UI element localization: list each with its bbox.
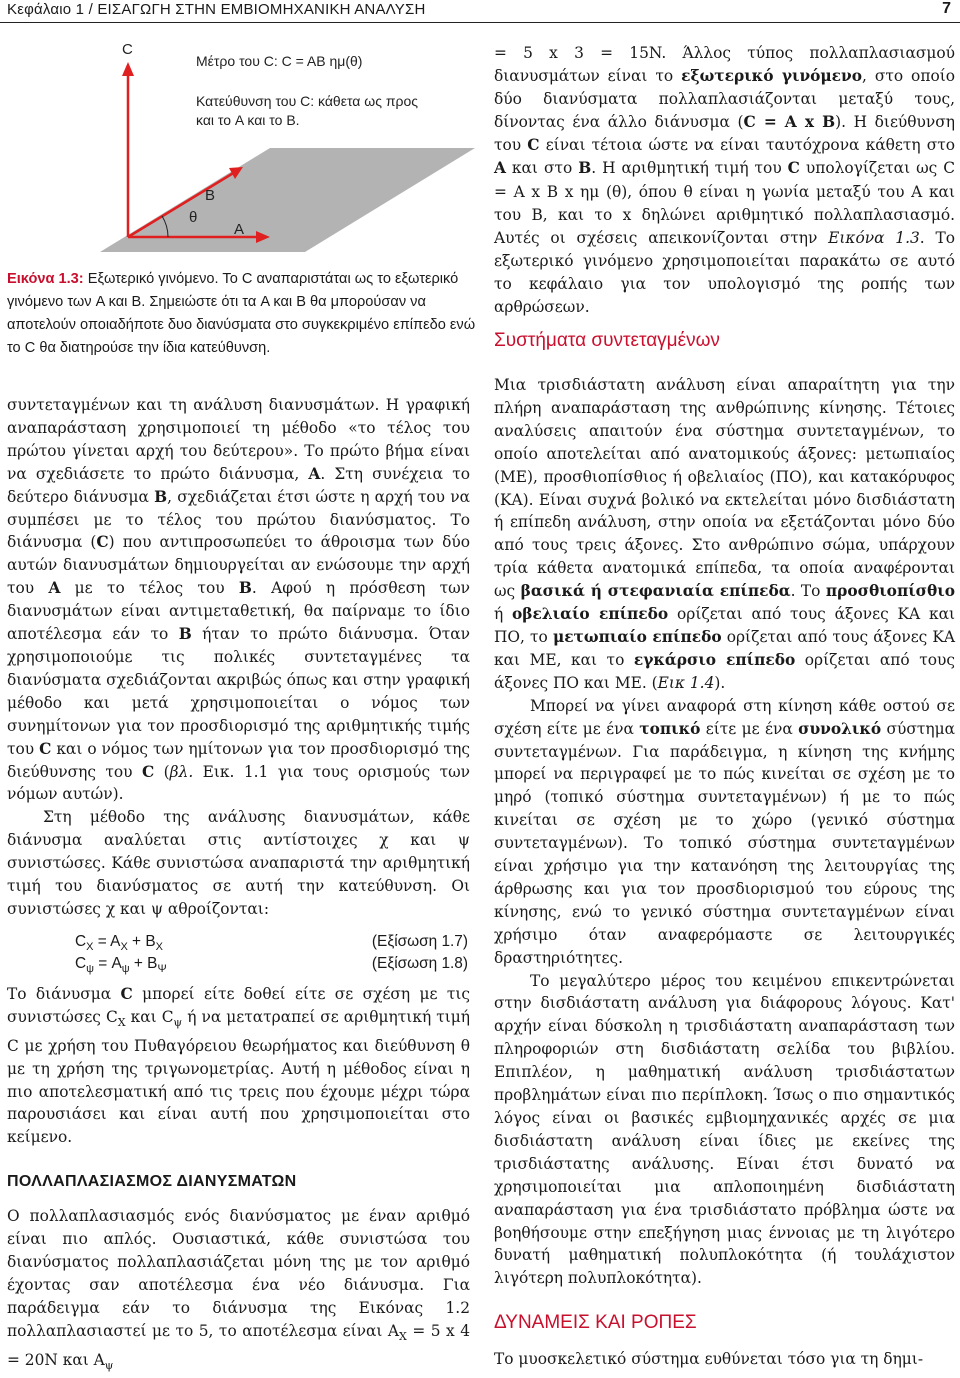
paragraph: Το διάνυσμα C μπορεί είτε δοθεί είτε σε σχέση με τις συνιστώσες $C_X$ και $C_\psi$ ή να μετατραπεί σε αριθμητική τιμή C με χρήση του Πυθαγόρειου θεωρήματος και διεύθυνση θ με τη χρήση της τριγωνομετρίας. Αυτή η μέθοδος είναι η πιο αποτελεσματική από τις τρεις που έχουμε μέχρι τώρα παρουσιάσει και είναι αυτή που χρησιμοποιείται στο κείμενο. bbox=[7, 984, 471, 1147]
vector-c-head bbox=[122, 62, 134, 76]
cross-product-figure bbox=[0, 32, 480, 282]
left-column bbox=[7, 394, 470, 1378]
figure-caption bbox=[7, 268, 477, 360]
page-header bbox=[0, 0, 960, 23]
equation-1-8: $C_\psi = A_\psi + B_\Psi$ (Εξίσωση 1.8) bbox=[75, 954, 468, 975]
label-theta: θ bbox=[189, 209, 198, 226]
note-magnitude: Μέτρο του C: C = AB ημ(θ) bbox=[196, 53, 363, 69]
label-c: C bbox=[122, 41, 133, 58]
right-column-top bbox=[494, 42, 955, 319]
right-column bbox=[494, 374, 955, 1371]
caption-text: Εξωτερικό γινόμενο. Το C αναπαριστάται ως το εξωτερικό γινόμενο των A και B. Σημειώστε ότι τα A και B θα μπορούσαν να αποτελούν οποιαδήποτε δυο διανύσματα στο συγκεκριμένο επίπεδο ενώ το C θα διατηρούσε την ίδια κατεύθυνση. bbox=[7, 271, 476, 356]
note-direction-1: Κατεύθυνση του C: κάθετα ως προς bbox=[196, 93, 418, 109]
equation-1-7: $C_X = A_X + B_X$ (Εξίσωση 1.7) bbox=[75, 932, 468, 953]
section-heading-forces-and-moments: ΔΥΝΑΜΕΙΣ ΚΑΙ ΡΟΠΕΣ bbox=[494, 1312, 697, 1334]
paragraph: Στη μέθοδο της ανάλυσης διανυσμάτων, κάθε διάνυσμα αναλύεται στις αντίστοιχες χ και ψ συνιστώσες. Κάθε συνιστώσα αναπαριστά την αριθμητική τιμή του διανύσματος σε αυτή την κατεύθυνση. Οι συνιστώσες χ και ψ αθροίζονται: bbox=[7, 808, 470, 918]
paragraph: = 5 x 3 = 15N. Άλλος τύπος πολλαπλασιασμού διανυσμάτων είναι το εξωτερικό γινόμενο, στο οποίο δύο διανύσματα πολλαπλασιάζονται μεταξύ τους, δίνοντας ένα άλλο διάνυσμα (C = A x B). Η διεύθυνση του C είναι τέτοια ώστε να είναι ταυτόχρονα κάθετη στο A και στο B. Η αριθμητική τιμή του C υπολογίζεται ως C = A x B x ημ (θ), όπου θ είναι η γωνία μεταξύ του A και του B, και το x δηλώνει αριθμητικό πολλαπλασιασμό. Αυτές οι σχέσεις απεικονίζονται στην Εικόνα 1.3. Το εξωτερικό γινόμενο χρησιμοποιείται παρακάτω σε αυτό το κεφάλαιο για τον υπολογισμό της ροπής των αρθρώσεων. bbox=[494, 44, 956, 317]
label-b: B bbox=[205, 187, 216, 204]
paragraph: συντεταγμένων και τη ανάλυση διανυσμάτων. Η γραφική αναπαράσταση χρησιμοποιεί τη μέθοδο «το τέλος του πρώτου γίνεται αρχή του δεύτερου». Το πρώτο βήμα είναι να σχεδιάσετε το πρώτο διάνυσμα, A. Στη συνέχεια το δεύτερο διάνυσμα B, σχεδιάζεται έτσι ώστε η αρχή του να συμπέσει με το τέλος του πρώτου διανύσματος. Το διάνυσμα (C) που αντιπροσωπεύει το άθροισμα των δύο αυτών διανυσμάτων δημιουργείται αν ενώσουμε την αρχή του A με το τέλος του B. Αφού η πρόσθεση των διανυσμάτων είναι αντιμεταθετική, θα παίρναμε το ίδιο αποτέλεσμα εάν το B ήταν το πρώτο διάνυσμα. Όταν χρησιμοποιούμε τις πολικές συντεταγμένες τα διανύσματα σχεδιάζονται ακριβώς όπως και στην γραφική μέθοδο και μετά χρησιμοποιείται ο νόμος των συνημίτονων για τον προσδιορισμό της αριθμητικής τιμής του C και ο νόμος των ημίτονων για τον προσδιορισμό της διεύθυνσης του C (βλ. Εικ. 1.1 για τους ορισμούς των νόμων αυτών). bbox=[7, 396, 471, 804]
running-title: Κεφάλαιο 1 / ΕΙΣΑΓΩΓΗ ΣΤΗΝ ΕΜΒΙΟΜΗΧΑΝΙΚΗ ΑΝΑΛΥΣΗ bbox=[7, 1, 426, 18]
paragraph: Μπορεί να γίνει αναφορά στη κίνηση κάθε οστού σε σχέση είτε με ένα τοπικό είτε με ένα συνολικό σύστημα συντεταγμένων. Για παράδειγμα, η κίνηση της κνήμης μπορεί να περιγραφεί με το πώς κινείται σε σχέση με το μηρό (τοπικό σύστημα συντεταγμένων) ή με το πώς κινείται σε σχέση με το χώρο (γενικό σύστημα συντεταγμένων). Το τοπικό σύστημα συντεταγμένων είναι χρήσιμο για την κατανόηση της λειτουργίας της άρθρωσης και για τον προσδιορισμού του εύρους της κίνησης, ενώ το γενικό σύστημα συντεταγμένων είναι χρήσιμο όταν αναφερόμαστε σε λειτουργικές δραστηριότητες. bbox=[494, 696, 956, 967]
note-direction-2: και το A και το B. bbox=[196, 112, 300, 128]
paragraph: Το μεγαλύτερο μέρος του κειμένου επικεντρώνεται στην δισδιάστατη ανάλυση για διάφορους λόγους. Κατ' αρχήν είναι δύσκολη η τρισδιάστατη αναπαράσταση των πληροφοριών στη δισδιάστατη σελίδα του βιβλίου. Επιπλέον, η μαθηματική ανάλυση τρισδιάστατων προβλημάτων είναι πιο περίπλοκη. Ίσως ο πιο σημαντικός λόγος είναι οι βασικές εμβιομηχανικές αρχές σε μια δισδιάστατη ανάλυση είναι ίδιες με εκείνες της τρισδιάστατης ανάλυσης. Είναι έτσι δυνατό να χρησιμοποιείται μια απλοποιημένη δισδιάστατη αναπαράσταση για ένα τρισδιάστατο πρόβλημα ώστε να βοηθήσουμε στην επεξήγηση μιας έννοιας με τη λιγότερο δυνατή μαθηματική πολυπλοκότητα (ή τουλάχιστον λιγότερη πολυπλοκότητα). bbox=[494, 971, 955, 1288]
label-a: A bbox=[234, 221, 245, 238]
caption-label: Εικόνα 1.3: bbox=[7, 271, 84, 287]
paragraph: Ο πολλαπλασιασμός ενός διανύσματος με έναν αριθμό είναι πιο απλός. Ουσιαστικά, κάθε συνιστώσα του διανύσματος πολλαπλασιάζεται μόνη της με τον αριθμό έχοντας σαν αποτέλεσμα ένα νέο διάνυσμα. Για παράδειγμα εάν το διάνυσμα της Εικόνας 1.2 πολλαπλασιαστεί με το 5, το αποτέλεσμα είναι $A_X = 5$ x 4 = 20N και $A_\psi$ bbox=[7, 1207, 470, 1372]
paragraph: Μια τρισδιάστατη ανάλυση είναι απαραίτητη για την πλήρη αναπαράσταση της ανθρώπινης κίνησης. Τέτοιες αναλύσεις απαιτούν ένα σύστημα συντεταγμένων, το οποίο αποτελείται από ανατομικούς άξονες: μετωπιαίος (ΜΕ), προσθιοπίσθιος ή οβελιαίος (ΠΟ), και κατακόρυφος (ΚΑ). Είναι συχνά βολικό να εκτελείται μόνο δισδιάστατη ή επίπεδη ανάλυση, στην οποία να εξετάζονται μόνο δύο από τους τρεις άξονες. Στο ανθρώπινο σώμα, υπάρχουν τρία κάθετα ανατομικά επίπεδα, τα οποία αναφέρονται ως βασικά ή στεφανιαία επίπεδα. Το προσθιοπίσθιο ή οβελιαίο επίπεδο ορίζεται από τους άξονες ΚΑ και ΠΟ, το μετωπιαίο επίπεδο ορίζεται από τους άξονες ΚΑ και ΜΕ, και το εγκάρσιο επίπεδο ορίζεται από τους άξονες ΠΟ και ΜΕ. (Εικ 1.4). bbox=[494, 376, 956, 692]
section-heading-coordinate-systems: Συστήματα συντεταγμένων bbox=[494, 330, 720, 351]
section-heading-vector-multiplication: ΠΟΛΛΑΠΛΑΣΙΑΣΜΟΣ ΔΙΑΝΥΣΜΑΤΩΝ bbox=[7, 1173, 297, 1191]
page-number: 7 bbox=[942, 0, 951, 17]
paragraph: Το μυοσκελετικό σύστημα ευθύνεται τόσο για τη δημι- bbox=[494, 1350, 924, 1369]
